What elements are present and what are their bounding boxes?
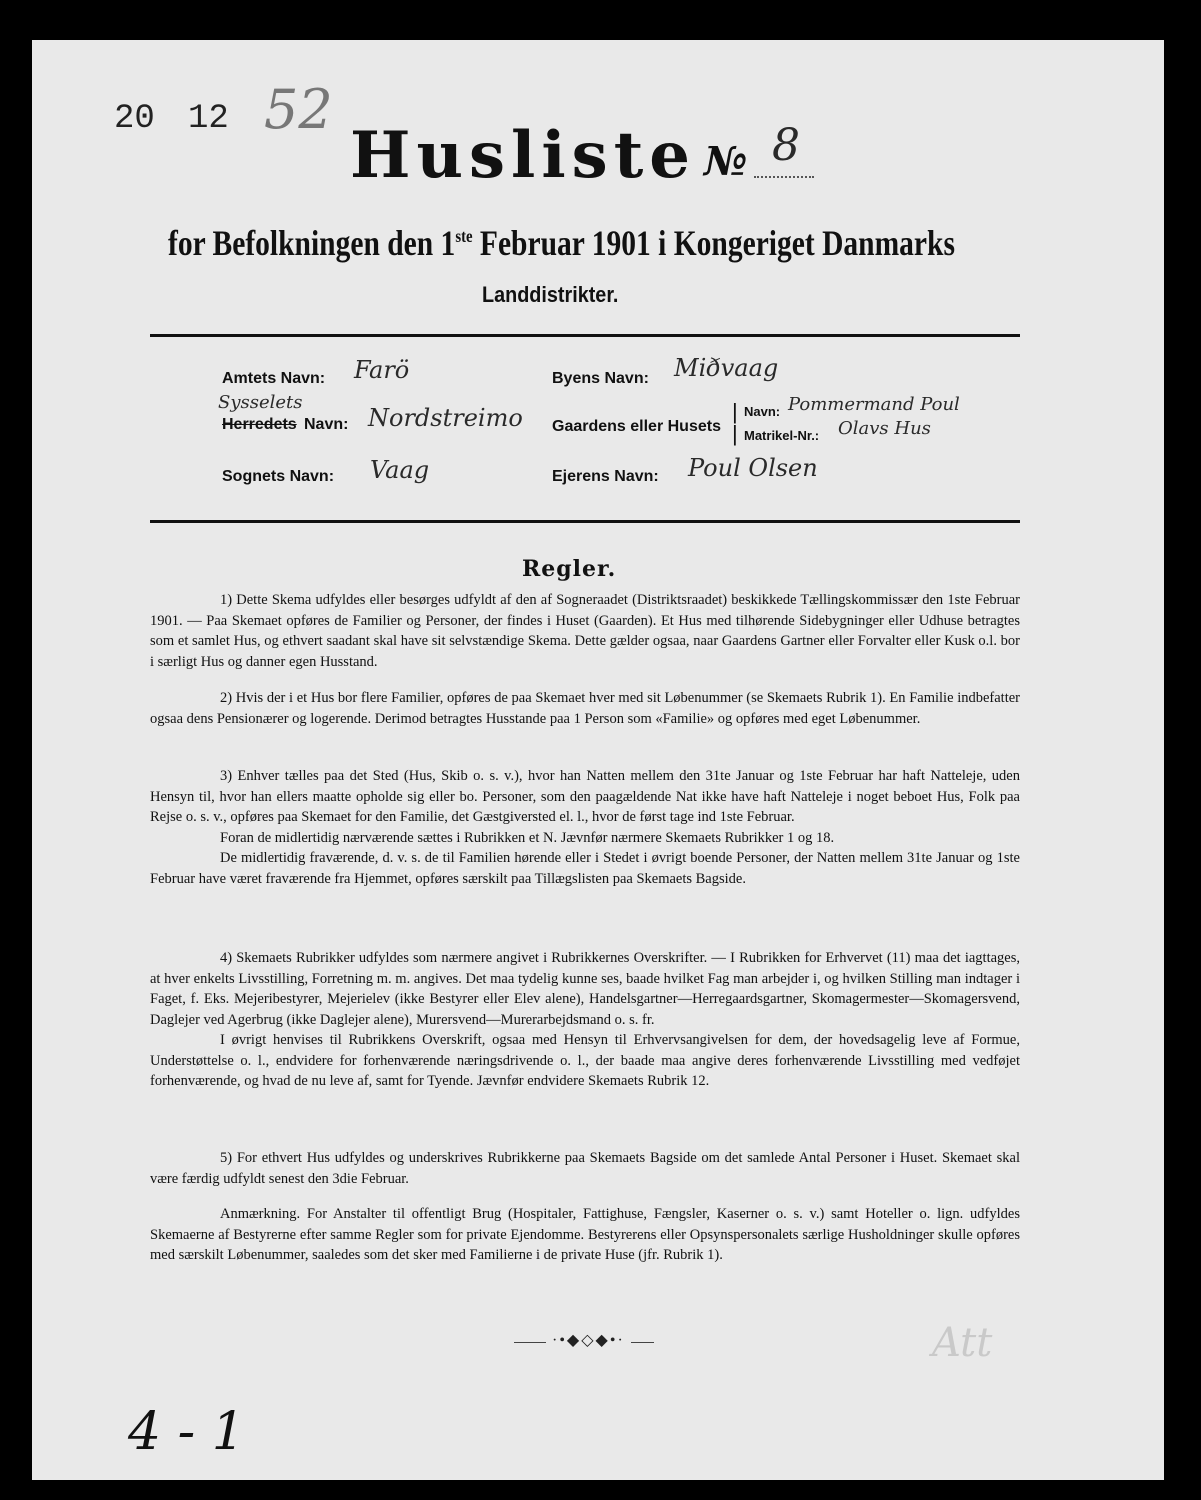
page-title: Husliste [350,118,696,193]
amt-label: Amtets Navn: [222,370,326,387]
rule-1-text: 1) Dette Skema udfyldes eller besørges udfyldt af den af Sogneraadet (Distriktsraadet) beskikkede Tællingskommissær den 1ste Februar 1901. — Paa Skemaet opføres de Familier og Personer, der findes i Huset (Gaarden). Et Hus med tilhørende Sidebygninger eller Udhuse betragtes som et samlet Hus, og ethvert saadant skal have sit selvstændige Skema. Dette gælder ogsaa, naar Gaardens Gartner eller Forvalter eller Kusk o.l. bor i særligt Hus og danner egen Husstand. [150,592,1020,670]
ejer-label: Ejerens Navn: [552,468,659,485]
number-line [754,176,814,178]
herred-value: Nordstreimo [368,404,523,432]
census-form-page [32,40,1164,1480]
sogn-label: Sognets Navn: [222,468,335,485]
rule-3-text-b: Foran de midlertidig nærværende sættes i Rubrikken et N. Jævnfør nærmere Skemaets Rubrikker 1 og 18. [220,829,835,846]
rule-4-text-b: I øvrigt henvises til Rubrikkens Overskrift, ogsaa med Hensyn til Erhvervsangivelsen for dem, der hovedsagelig leve af Formue, Understøttelse o. l., endvidere for forhenværende næringsdrivende o. l., der baade maa angive deres forhenværende Livsstilling med vedføjet forhenværende, og hvad de nu leve af, samt for Tyende. Jævnfør endvidere Skemaets Rubrik 12. [150,1032,1020,1089]
navn-value: Pommermand Poul [788,394,960,415]
amt-value: Farö [354,356,410,384]
handwritten-page-number: 52 [264,78,333,141]
navn-label: Navn: [744,404,781,419]
herred-label-navn: Navn: [304,416,349,433]
rule-2-text: 2) Hvis der i et Hus bor flere Familier, opføres de paa Skemaet hver med sit Løbenummer (se Skemaets Rubrik 1). En Familie indbefatter ogsaa dens Pensionærer og logerende. Derimod betragtes Husstande paa 1 Person som «Familie» og opføres med eget Løbenummer. [150,690,1020,727]
by-label: Byens Navn: [552,370,649,387]
annotation-note [150,1204,1020,1266]
rule-5 [150,1148,1020,1189]
archive-number-b: 12 [188,100,229,138]
ornament-icon: ·•◆◇◆•· [546,1330,631,1350]
subtitle: for Befolkningen den 1ste Februar 1901 i Kongeriget Danmarks [168,223,955,263]
brace-top: | [732,399,738,424]
archive-number-a: 20 [114,100,155,138]
brace-bottom: | [732,421,738,446]
rule-4-text-a: 4) Skemaets Rubrikker udfyldes som nærmere angivet i Rubrikkernes Overskrifter. — I Rubrikken for Erhvervet (11) maa det iagttages, at hver enkelts Livsstilling, Forretning m. m. angives. Det maa tydelig kunne ses, baade hvilket Fag man arbejder i, og hvilken Stilling man indtager i Faget, f. Eks. Mejeribestyrer, Mejerielev (ikke Bestyrer eller Elev alene), Handelsgartner—Herregaardsgartner, Skomagermester—Skomagersvend, Daglejer ved Agerbrug (ikke Daglejer alene), Murersvend—Murerarbejdsmand o. s. fr. [150,950,1020,1028]
herred-label: Herredets [222,416,297,433]
district-type: Landdistrikter. [482,282,619,307]
number-label: № [704,138,748,185]
rule-1 [150,590,1020,672]
rule-2 [150,688,1020,729]
rule-4 [150,948,1020,1092]
handwritten-footer-number: 4 - 1 [128,1402,245,1462]
bottom-rule [150,520,1020,523]
faint-pencil-mark: Att [932,1320,993,1366]
matrikel-label: Matrikel-Nr.: [744,428,820,443]
rule-3 [150,766,1020,889]
matrikel-value: Olavs Hus [838,418,931,439]
rule-3-text-a: 3) Enhver tælles paa det Sted (Hus, Skib o. s. v.), hvor han Natten mellem den 31te Januar og 1ste Februar har haft Natteleje, uden Hensyn til, hvor han ellers maatte opholde sig eller bo. Personer, som den paagældende Nat ikke have haft Natteleje i noget beboet Hus, Folk paa Rejse o. s. v., opføres paa Skemaet for den Familie, det Gæstgiversted el. l., hvor de først tage ind 1ste Februar. [150,768,1020,825]
ejer-value: Poul Olsen [688,454,818,482]
house-number-value: 8 [772,120,800,171]
herred-correction: Sysselets [218,392,303,413]
by-value: Miðvaag [674,354,779,382]
rule-3-text-c: De midlertidig fraværende, d. v. s. de til Familien hørende eller i Stedet i øvrigt boende Personer, der Natten mellem 31te Januar og 1ste Februar have været fraværende fra Hjemmet, opføres særskilt paa Tillægslisten paa Skemaets Bagside. [150,850,1020,887]
sogn-value: Vaag [370,456,430,484]
annotation-text: Anmærkning. For Anstalter til offentligt Brug (Hospitaler, Fattighuse, Fængsler, Kaserner o. s. v.) samt Hoteller o. lign. udfyldes Skemaerne af Bestyrerne efter samme Regler som for private Ejendomme. Bestyrerens eller Opsynspersonalets særlige Husholdninger skulle opføres med særskilt Løbenummer, saaledes som det sker med Familierne i de private Huse (jfr. Rubrik 1). [150,1206,1020,1263]
gaard-label: Gaardens eller Husets [552,418,721,435]
rules-heading: Regler. [522,556,617,582]
top-rule [150,334,1020,337]
rule-5-text: 5) For ethvert Hus udfyldes og underskrives Rubrikkerne paa Skemaets Bagside om det samlede Antal Personer i Huset. Skemaet skal være færdig udfyldt senest den 3die Februar. [150,1150,1020,1187]
